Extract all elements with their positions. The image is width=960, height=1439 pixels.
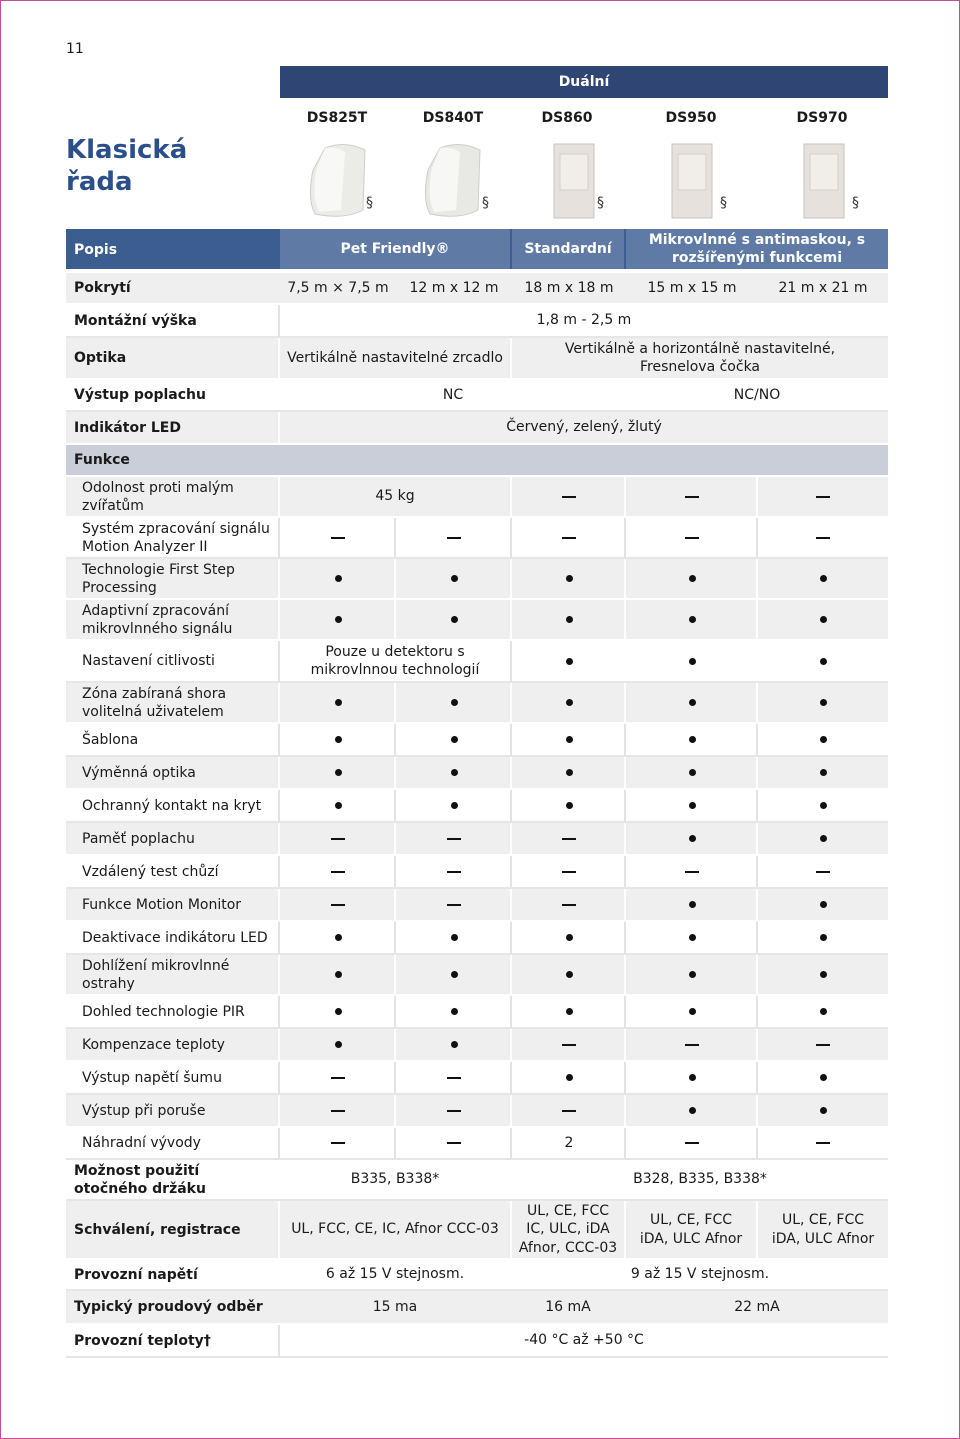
bullet-mark	[566, 1074, 573, 1081]
table-row-napeti	[66, 1260, 888, 1291]
dash-mark	[447, 1110, 461, 1112]
value-cell	[626, 889, 758, 920]
value-cell	[512, 683, 626, 722]
row-label: Deaktivace indikátoru LED	[82, 929, 268, 946]
row-label: Pokrytí	[74, 280, 131, 296]
value-cell	[758, 1128, 888, 1158]
table-row-feature	[66, 996, 888, 1029]
dash-mark	[447, 838, 461, 840]
bullet-mark	[689, 934, 696, 941]
product-image-ds840t	[418, 140, 488, 222]
value-cell	[280, 856, 396, 887]
bullet-mark	[451, 802, 458, 809]
dash-mark	[562, 838, 576, 840]
dash-mark	[331, 871, 345, 873]
page-title	[66, 134, 187, 198]
value-cell	[396, 724, 512, 755]
table-row-feature	[66, 757, 888, 790]
value-cell	[512, 823, 626, 854]
model-row	[280, 104, 888, 130]
row-label: Adaptivní zpracování mikrovlnného signálu	[82, 602, 233, 637]
product-image-ds860	[548, 140, 618, 222]
dash-mark	[331, 904, 345, 906]
value-cell	[512, 518, 626, 557]
table-row-popis	[66, 229, 888, 271]
table-row-drzak	[66, 1160, 888, 1201]
value-cell	[626, 1029, 758, 1060]
value-cell	[758, 823, 888, 854]
value-cell	[758, 683, 888, 722]
value-cell: 6 až 15 V stejnosm.	[325, 1266, 465, 1283]
value-cell: 21 m x 21 m	[778, 279, 868, 296]
value-cell: 12 m x 12 m	[409, 279, 499, 296]
bullet-mark	[689, 901, 696, 908]
value-cell	[512, 757, 626, 788]
value-cell	[280, 823, 396, 854]
table-row-nastaveni	[66, 641, 888, 683]
value-cell	[280, 724, 396, 755]
table-row-feature	[66, 600, 888, 641]
section-mark: §	[852, 195, 859, 211]
table-row-teploty	[66, 1325, 888, 1358]
dash-mark	[685, 1142, 699, 1144]
value-cell: B335, B338*	[350, 1171, 440, 1188]
value-cell	[280, 922, 396, 953]
bullet-mark	[566, 769, 573, 776]
row-label: Provozní napětí	[74, 1266, 198, 1283]
table-row-feature	[66, 1128, 888, 1160]
value-cell: B328, B335, B338*	[633, 1171, 767, 1188]
value-cell	[758, 889, 888, 920]
value-cell	[626, 790, 758, 821]
bullet-mark	[820, 699, 827, 706]
dash-mark	[816, 496, 830, 498]
bullet-mark	[451, 769, 458, 776]
bullet-mark	[820, 736, 827, 743]
value-cell: Červený, zelený, žlutý	[506, 419, 662, 436]
product-image-ds825t	[305, 140, 375, 222]
bullet-mark	[689, 1107, 696, 1114]
bullet-mark	[820, 575, 827, 582]
bullet-mark	[820, 934, 827, 941]
value-cell	[396, 1128, 512, 1158]
row-label: Výstup napětí šumu	[82, 1069, 222, 1086]
table-row-led	[66, 412, 888, 445]
table-row-feature	[66, 1095, 888, 1128]
bullet-mark	[451, 971, 458, 978]
value-cell	[396, 1029, 512, 1060]
value-cell: Vertikálně a horizontálně nastavitelné, Fresnelova čočka	[564, 340, 836, 375]
value-cell	[758, 518, 888, 557]
section-mark: §	[720, 195, 727, 211]
value-cell	[280, 1029, 396, 1060]
value-cell	[758, 559, 888, 598]
table-row-feature	[66, 790, 888, 823]
bullet-mark	[451, 1008, 458, 1015]
value-cell	[396, 559, 512, 598]
dash-mark	[816, 1142, 830, 1144]
bullet-mark	[335, 769, 342, 776]
dash-mark	[685, 496, 699, 498]
dash-mark	[331, 1110, 345, 1112]
bullet-mark	[820, 901, 827, 908]
model-name: DS860	[541, 110, 593, 126]
value-cell	[512, 790, 626, 821]
value-cell	[758, 856, 888, 887]
table-row-montaz	[66, 305, 888, 338]
value-cell	[512, 1095, 626, 1126]
row-label: Indikátor LED	[74, 419, 181, 436]
dash-mark	[562, 904, 576, 906]
value-cell	[396, 856, 512, 887]
value-cell	[626, 1095, 758, 1126]
standard-header: Standardní	[512, 229, 624, 269]
value-cell	[626, 996, 758, 1027]
dash-mark	[562, 1044, 576, 1046]
value-cell	[280, 683, 396, 722]
row-label: Možnost použití otočného držáku	[74, 1162, 206, 1197]
value-cell	[512, 559, 626, 598]
bullet-mark	[820, 835, 827, 842]
table-row-feature	[66, 856, 888, 889]
value-cell	[758, 757, 888, 788]
dash-mark	[816, 537, 830, 539]
dash-mark	[685, 871, 699, 873]
model-name: DS950	[665, 110, 717, 126]
bullet-mark	[689, 1074, 696, 1081]
value-cell	[280, 1095, 396, 1126]
value-cell	[512, 1029, 626, 1060]
bullet-mark	[689, 699, 696, 706]
value-cell	[396, 518, 512, 557]
value-cell: 22 mA	[734, 1298, 780, 1315]
table-row-feature	[66, 889, 888, 922]
table-row-feature	[66, 922, 888, 955]
value-cell	[280, 790, 396, 821]
value-cell	[396, 600, 512, 639]
bullet-mark	[820, 658, 827, 665]
table-row-feature	[66, 1029, 888, 1062]
row-label: Provozní teploty†	[74, 1332, 211, 1349]
value-cell	[758, 922, 888, 953]
value-cell	[280, 1062, 396, 1093]
dash-mark	[685, 1044, 699, 1046]
dash-mark	[447, 904, 461, 906]
bullet-mark	[689, 802, 696, 809]
value-cell	[758, 996, 888, 1027]
value-cell	[280, 757, 396, 788]
bullet-mark	[689, 1008, 696, 1015]
row-label: Šablona	[82, 731, 139, 748]
bullet-mark	[335, 736, 342, 743]
dash-mark	[447, 537, 461, 539]
value-cell: 7,5 m × 7,5 m	[287, 279, 389, 296]
dash-mark	[562, 871, 576, 873]
bullet-mark	[689, 575, 696, 582]
table-row-feature	[66, 518, 888, 559]
bullet-mark	[689, 971, 696, 978]
bullet-mark	[566, 616, 573, 623]
value-cell: 45 kg	[375, 488, 415, 505]
value-cell	[396, 996, 512, 1027]
value-cell: Vertikálně nastavitelné zrcadlo	[287, 349, 503, 366]
row-label: Schválení, registrace	[74, 1221, 241, 1238]
bullet-mark	[566, 736, 573, 743]
bullet-mark	[820, 971, 827, 978]
table-row-schvaleni	[66, 1201, 888, 1260]
title-line-1: Klasická	[66, 135, 188, 165]
value-cell	[512, 1062, 626, 1093]
model-name: DS970	[796, 110, 848, 126]
product-image-ds950	[668, 140, 738, 222]
value-cell	[512, 856, 626, 887]
table-row-feature	[66, 724, 888, 757]
bullet-mark	[689, 835, 696, 842]
table-row-funkce	[66, 445, 888, 477]
row-label: Zóna zabíraná shora volitelná uživatelem	[82, 685, 227, 720]
dash-mark	[331, 1077, 345, 1079]
value-cell: 18 m x 18 m	[524, 279, 614, 296]
bullet-mark	[689, 736, 696, 743]
value-cell	[626, 518, 758, 557]
value-cell	[758, 1095, 888, 1126]
bullet-mark	[566, 658, 573, 665]
value-cell	[396, 922, 512, 953]
row-label: Typický proudový odběr	[74, 1299, 263, 1315]
model-name: DS840T	[422, 110, 484, 126]
value-cell	[626, 1128, 758, 1158]
value-cell	[626, 856, 758, 887]
bullet-mark	[820, 1008, 827, 1015]
table-row-optika	[66, 338, 888, 380]
row-label: Výstup při poruše	[82, 1102, 206, 1119]
row-label: Funkce Motion Monitor	[82, 896, 242, 913]
bullet-mark	[566, 934, 573, 941]
table-row-feature	[66, 559, 888, 600]
row-label: Kompenzace teploty	[82, 1036, 225, 1053]
table-row-odolnost	[66, 477, 888, 518]
value-cell	[626, 683, 758, 722]
value-cell	[512, 724, 626, 755]
row-label: Funkce	[74, 452, 130, 468]
bullet-mark	[335, 971, 342, 978]
value-cell	[280, 518, 396, 557]
bullet-mark	[335, 1008, 342, 1015]
value-cell	[280, 1128, 396, 1158]
value-cell	[512, 955, 626, 994]
bullet-mark	[335, 616, 342, 623]
value-cell	[758, 600, 888, 639]
microwave-header: Mikrovlnné s antimaskou, s rozšířenými funkcemi	[626, 229, 888, 269]
row-label: Vzdálený test chůzí	[82, 863, 219, 880]
bullet-mark	[566, 971, 573, 978]
row-label: Dohled technologie PIR	[82, 1003, 245, 1020]
value-cell	[512, 922, 626, 953]
dash-mark	[685, 537, 699, 539]
bullet-mark	[451, 699, 458, 706]
value-cell: UL, CE, FCC iDA, ULC Afnor	[639, 1212, 743, 1247]
value-cell: 1,8 m - 2,5 m	[536, 312, 632, 329]
value-cell: UL, CE, FCC IC, ULC, iDA Afnor, CCC-03	[518, 1202, 618, 1256]
value-cell: -40 °C až +50 °C	[524, 1332, 644, 1349]
value-cell: 15 m x 15 m	[647, 279, 737, 296]
bullet-mark	[820, 1074, 827, 1081]
value-cell	[626, 922, 758, 953]
value-cell	[512, 889, 626, 920]
row-label: Optika	[74, 350, 127, 366]
bullet-mark	[451, 934, 458, 941]
value-cell	[396, 889, 512, 920]
row-label: Výměnná optika	[82, 764, 196, 781]
bullet-mark	[335, 575, 342, 582]
row-label: Dohlížení mikrovlnné ostrahy	[82, 957, 230, 992]
page-number: 11	[66, 41, 84, 57]
value-cell	[758, 724, 888, 755]
value-cell	[280, 996, 396, 1027]
table-row-feature	[66, 1062, 888, 1095]
value-cell	[396, 683, 512, 722]
row-label: Systém zpracování signálu Motion Analyzer II	[82, 520, 270, 555]
dash-mark	[562, 537, 576, 539]
table-row-feature	[66, 955, 888, 996]
bullet-mark	[820, 769, 827, 776]
product-image-ds970	[800, 140, 870, 222]
pet-friendly-header: Pet Friendly®	[280, 229, 510, 269]
row-label: Výstup poplachu	[74, 387, 206, 403]
table-row-feature	[66, 823, 888, 856]
bullet-mark	[451, 616, 458, 623]
value-cell	[512, 996, 626, 1027]
value-cell	[626, 559, 758, 598]
bullet-mark	[451, 575, 458, 582]
value-cell	[626, 1062, 758, 1093]
bullet-mark	[689, 658, 696, 665]
value-cell: UL, CE, FCC iDA, ULC Afnor	[771, 1212, 875, 1247]
value-cell	[396, 955, 512, 994]
bullet-mark	[451, 1041, 458, 1048]
bullet-mark	[335, 802, 342, 809]
row-label: Náhradní vývody	[82, 1135, 201, 1151]
bullet-mark	[566, 802, 573, 809]
value-cell	[396, 757, 512, 788]
dash-mark	[331, 1142, 345, 1144]
model-name: DS825T	[306, 110, 368, 126]
value-cell	[758, 1029, 888, 1060]
value-cell	[626, 823, 758, 854]
value-cell	[626, 600, 758, 639]
group-header: Duální	[280, 66, 888, 98]
value-cell: 9 až 15 V stejnosm.	[630, 1266, 770, 1283]
dash-mark	[331, 838, 345, 840]
bullet-mark	[566, 699, 573, 706]
value-cell: Pouze u detektoru s mikrovlnnou technologií	[310, 643, 480, 678]
value-cell	[626, 757, 758, 788]
section-mark: §	[597, 195, 604, 211]
value-cell	[396, 823, 512, 854]
row-label: Paměť poplachu	[82, 830, 195, 847]
bullet-mark	[451, 736, 458, 743]
table-row-pokryti	[66, 273, 888, 305]
dash-mark	[562, 496, 576, 498]
value-cell	[280, 600, 396, 639]
row-label: Popis	[74, 242, 118, 258]
bullet-mark	[820, 616, 827, 623]
dash-mark	[562, 1110, 576, 1112]
value-cell: UL, FCC, CE, IC, Afnor CCC-03	[291, 1221, 499, 1238]
table-row-odber	[66, 1291, 888, 1325]
bullet-mark	[820, 802, 827, 809]
row-label: Ochranný kontakt na kryt	[82, 797, 262, 814]
section-mark: §	[482, 195, 489, 211]
dash-mark	[447, 871, 461, 873]
value-cell: 15 ma	[372, 1298, 418, 1315]
bullet-mark	[566, 575, 573, 582]
row-label: Technologie First Step Processing	[82, 561, 235, 596]
bullet-mark	[335, 934, 342, 941]
value-cell	[396, 1095, 512, 1126]
bullet-mark	[335, 699, 342, 706]
value-cell	[280, 559, 396, 598]
section-mark: §	[366, 195, 373, 211]
value-cell	[626, 955, 758, 994]
title-line-2: řada	[66, 167, 133, 197]
value-cell	[758, 1062, 888, 1093]
value-cell	[512, 600, 626, 639]
value-cell	[280, 889, 396, 920]
value-cell	[396, 790, 512, 821]
bullet-mark	[689, 616, 696, 623]
dash-mark	[816, 871, 830, 873]
value-cell: 16 mA	[545, 1298, 591, 1315]
value-cell: NC	[442, 386, 464, 403]
row-label: Odolnost proti malým zvířatům	[82, 479, 234, 514]
bullet-mark	[335, 1041, 342, 1048]
dash-mark	[331, 537, 345, 539]
value-cell: 2	[564, 1134, 574, 1151]
bullet-mark	[820, 1107, 827, 1114]
table-row-vystup	[66, 380, 888, 412]
row-label: Montážní výška	[74, 312, 197, 329]
value-cell	[280, 955, 396, 994]
row-label: Nastavení citlivosti	[82, 653, 215, 669]
table-row-feature	[66, 683, 888, 724]
value-cell	[626, 724, 758, 755]
dash-mark	[816, 1044, 830, 1046]
value-cell	[758, 955, 888, 994]
bullet-mark	[689, 769, 696, 776]
bullet-mark	[566, 1008, 573, 1015]
dash-mark	[447, 1142, 461, 1144]
value-cell: NC/NO	[733, 386, 781, 403]
value-cell	[758, 790, 888, 821]
value-cell	[396, 1062, 512, 1093]
dash-mark	[447, 1077, 461, 1079]
